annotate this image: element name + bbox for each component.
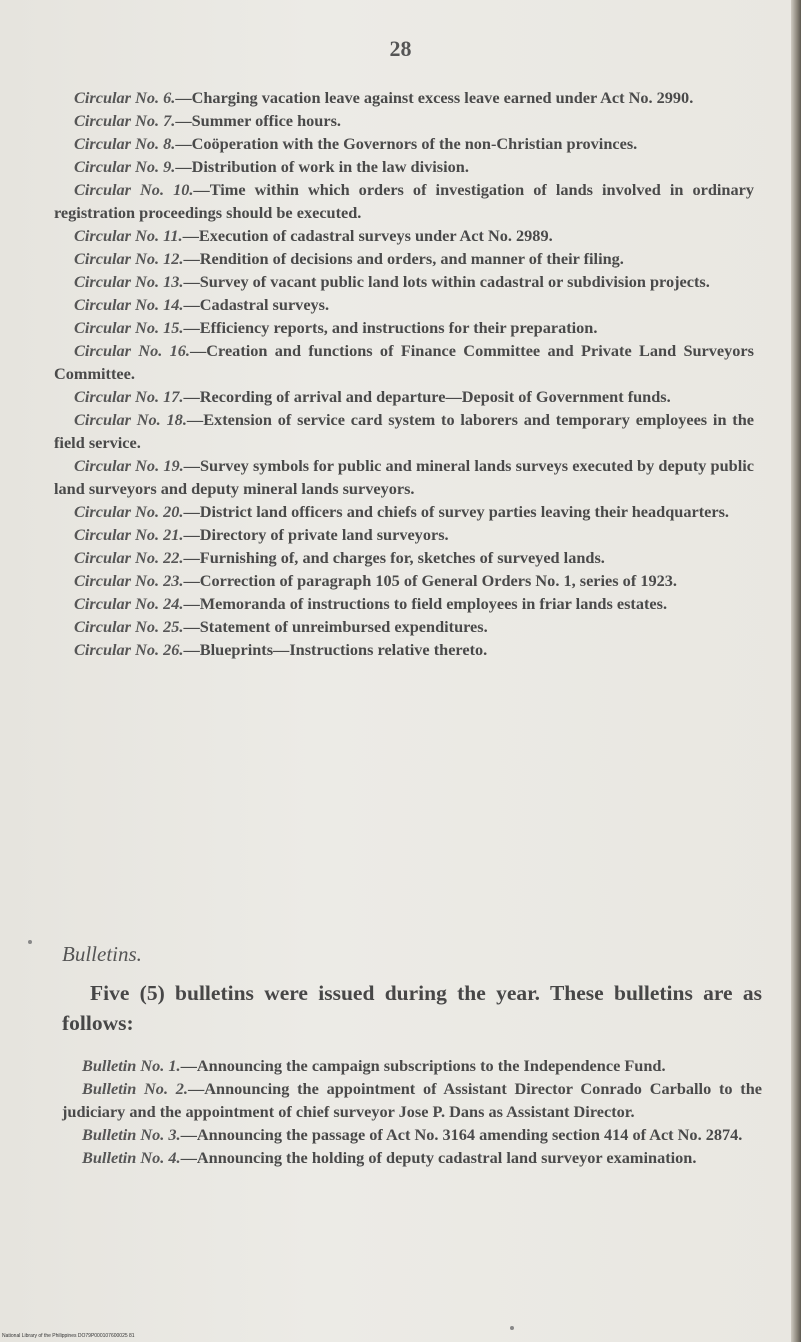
bulletins-heading: Bulletins. bbox=[62, 942, 142, 966]
circular-entry-text: —Creation and functions of Finance Committee and Private Land Surveyors Committee. bbox=[54, 341, 754, 383]
circular-entry-number: Circular No. 9. bbox=[74, 157, 176, 176]
circular-entry bbox=[54, 523, 754, 546]
circular-entry-text: —Survey symbols for public and mineral lands surveys executed by deputy public land surveyors and deputy mineral lands surveyors. bbox=[54, 456, 754, 498]
circular-entry-text: —Execution of cadastral surveys under Act No. 2989. bbox=[182, 226, 553, 245]
bulletin-entry-number: Bulletin No. 2. bbox=[82, 1079, 188, 1098]
circular-entry bbox=[54, 546, 754, 569]
circular-entry-number: Circular No. 24. bbox=[74, 594, 184, 613]
circular-entry bbox=[54, 293, 754, 316]
bulletin-entry-number: Bulletin No. 3. bbox=[82, 1125, 181, 1144]
circular-entry bbox=[54, 86, 754, 109]
bulletin-entry bbox=[62, 1077, 762, 1123]
circular-entry-text: —Summer office hours. bbox=[175, 111, 341, 130]
bulletin-entry-text: —Announcing the appointment of Assistant Director Conrado Carballo to the judiciary and the appointment of chief surveyor Jose P. Dans as Assistant Director. bbox=[62, 1079, 762, 1121]
speck-mark bbox=[510, 1326, 514, 1330]
circular-entry-number: Circular No. 16. bbox=[74, 341, 190, 360]
bulletin-entry bbox=[62, 1146, 762, 1169]
circular-entry-number: Circular No. 26. bbox=[74, 640, 184, 659]
circular-entry bbox=[54, 385, 754, 408]
circular-entry-text: —Coöperation with the Governors of the non-Christian provinces. bbox=[175, 134, 638, 153]
bulletin-list bbox=[62, 1054, 762, 1169]
circular-entry bbox=[54, 592, 754, 615]
circular-entry-text: —Furnishing of, and charges for, sketches of surveyed lands. bbox=[183, 548, 605, 567]
circular-entry-number: Circular No. 23. bbox=[74, 571, 184, 590]
page-number: 28 bbox=[389, 36, 412, 61]
circular-entry-text: —Memoranda of instructions to field employees in friar lands estates. bbox=[183, 594, 668, 613]
circular-entry-number: Circular No. 6. bbox=[74, 88, 176, 107]
circular-entry-text: —Statement of unreimbursed expenditures. bbox=[183, 617, 488, 636]
footer-stamp: National Library of the Philippines DO79P000107600025 81 bbox=[2, 1333, 135, 1339]
circular-entry bbox=[54, 454, 754, 500]
circular-entry bbox=[54, 270, 754, 293]
speck-mark bbox=[28, 940, 32, 944]
circular-entry-text: —Recording of arrival and departure—Deposit of Government funds. bbox=[183, 387, 671, 406]
circular-entry-text: —Cadastral surveys. bbox=[183, 295, 330, 314]
circular-entry-text: —Correction of paragraph 105 of General Orders No. 1, series of 1923. bbox=[183, 571, 677, 590]
circular-entry-number: Circular No. 10. bbox=[74, 180, 194, 199]
circular-entry bbox=[54, 615, 754, 638]
circular-entry-text: —Charging vacation leave against excess leave earned under Act No. 2990. bbox=[175, 88, 694, 107]
circular-entry-number: Circular No. 7. bbox=[74, 111, 176, 130]
circular-entry-number: Circular No. 12. bbox=[74, 249, 184, 268]
circular-entry-number: Circular No. 13. bbox=[74, 272, 184, 291]
circular-entry bbox=[54, 408, 754, 454]
circular-entry-number: Circular No. 20. bbox=[74, 502, 184, 521]
circular-entry-number: Circular No. 11. bbox=[74, 226, 183, 245]
circular-entry-number: Circular No. 8. bbox=[74, 134, 176, 153]
circular-entry-text: —Survey of vacant public land lots within cadastral or subdivision projects. bbox=[183, 272, 710, 291]
circular-entry-text: —Directory of private land surveyors. bbox=[183, 525, 449, 544]
circular-entry-number: Circular No. 17. bbox=[74, 387, 184, 406]
circular-entry bbox=[54, 155, 754, 178]
circular-entry-number: Circular No. 14. bbox=[74, 295, 184, 314]
bulletin-entry bbox=[62, 1054, 762, 1077]
bulletin-entry-text: —Announcing the passage of Act No. 3164 amending section 414 of Act No. 2874. bbox=[180, 1125, 743, 1144]
circular-entry-number: Circular No. 25. bbox=[74, 617, 184, 636]
circular-entry-number: Circular No. 19. bbox=[74, 456, 184, 475]
bulletin-entry-number: Bulletin No. 4. bbox=[82, 1148, 181, 1167]
circular-entry-number: Circular No. 22. bbox=[74, 548, 184, 567]
circular-entry-text: —Time within which orders of investigation of lands involved in ordinary registration proceedings should be executed. bbox=[54, 180, 754, 222]
bulletin-entry-text: —Announcing the holding of deputy cadastral land surveyor examination. bbox=[180, 1148, 697, 1167]
circular-list bbox=[54, 86, 754, 661]
circular-entry-number: Circular No. 15. bbox=[74, 318, 184, 337]
circular-entry bbox=[54, 109, 754, 132]
circular-entry-text: —Extension of service card system to laborers and temporary employees in the field service. bbox=[54, 410, 754, 452]
circular-entry-number: Circular No. 18. bbox=[74, 410, 187, 429]
bulletin-entry-number: Bulletin No. 1. bbox=[82, 1056, 181, 1075]
circular-entry bbox=[54, 638, 754, 661]
circular-entry bbox=[54, 316, 754, 339]
circular-entry bbox=[54, 247, 754, 270]
circular-entry bbox=[54, 178, 754, 224]
circular-entry bbox=[54, 224, 754, 247]
circular-entry bbox=[54, 569, 754, 592]
circular-entry-text: —Efficiency reports, and instructions for their preparation. bbox=[183, 318, 598, 337]
circular-entry bbox=[54, 500, 754, 523]
circular-entry-number: Circular No. 21. bbox=[74, 525, 184, 544]
circular-entry bbox=[54, 339, 754, 385]
circular-entry bbox=[54, 132, 754, 155]
circular-entry-text: —Rendition of decisions and orders, and manner of their filing. bbox=[183, 249, 624, 268]
bulletin-entry bbox=[62, 1123, 762, 1146]
circular-entry-text: —District land officers and chiefs of survey parties leaving their headquarters. bbox=[183, 502, 729, 521]
page-edge bbox=[791, 0, 801, 1342]
circular-entry-text: —Distribution of work in the law division. bbox=[175, 157, 469, 176]
bulletins-intro: Five (5) bulletins were issued during the year. These bulletins are as follows: bbox=[62, 981, 762, 1035]
circular-entry-text: —Blueprints—Instructions relative thereto. bbox=[183, 640, 488, 659]
bulletin-entry-text: —Announcing the campaign subscriptions to the Independence Fund. bbox=[180, 1056, 666, 1075]
